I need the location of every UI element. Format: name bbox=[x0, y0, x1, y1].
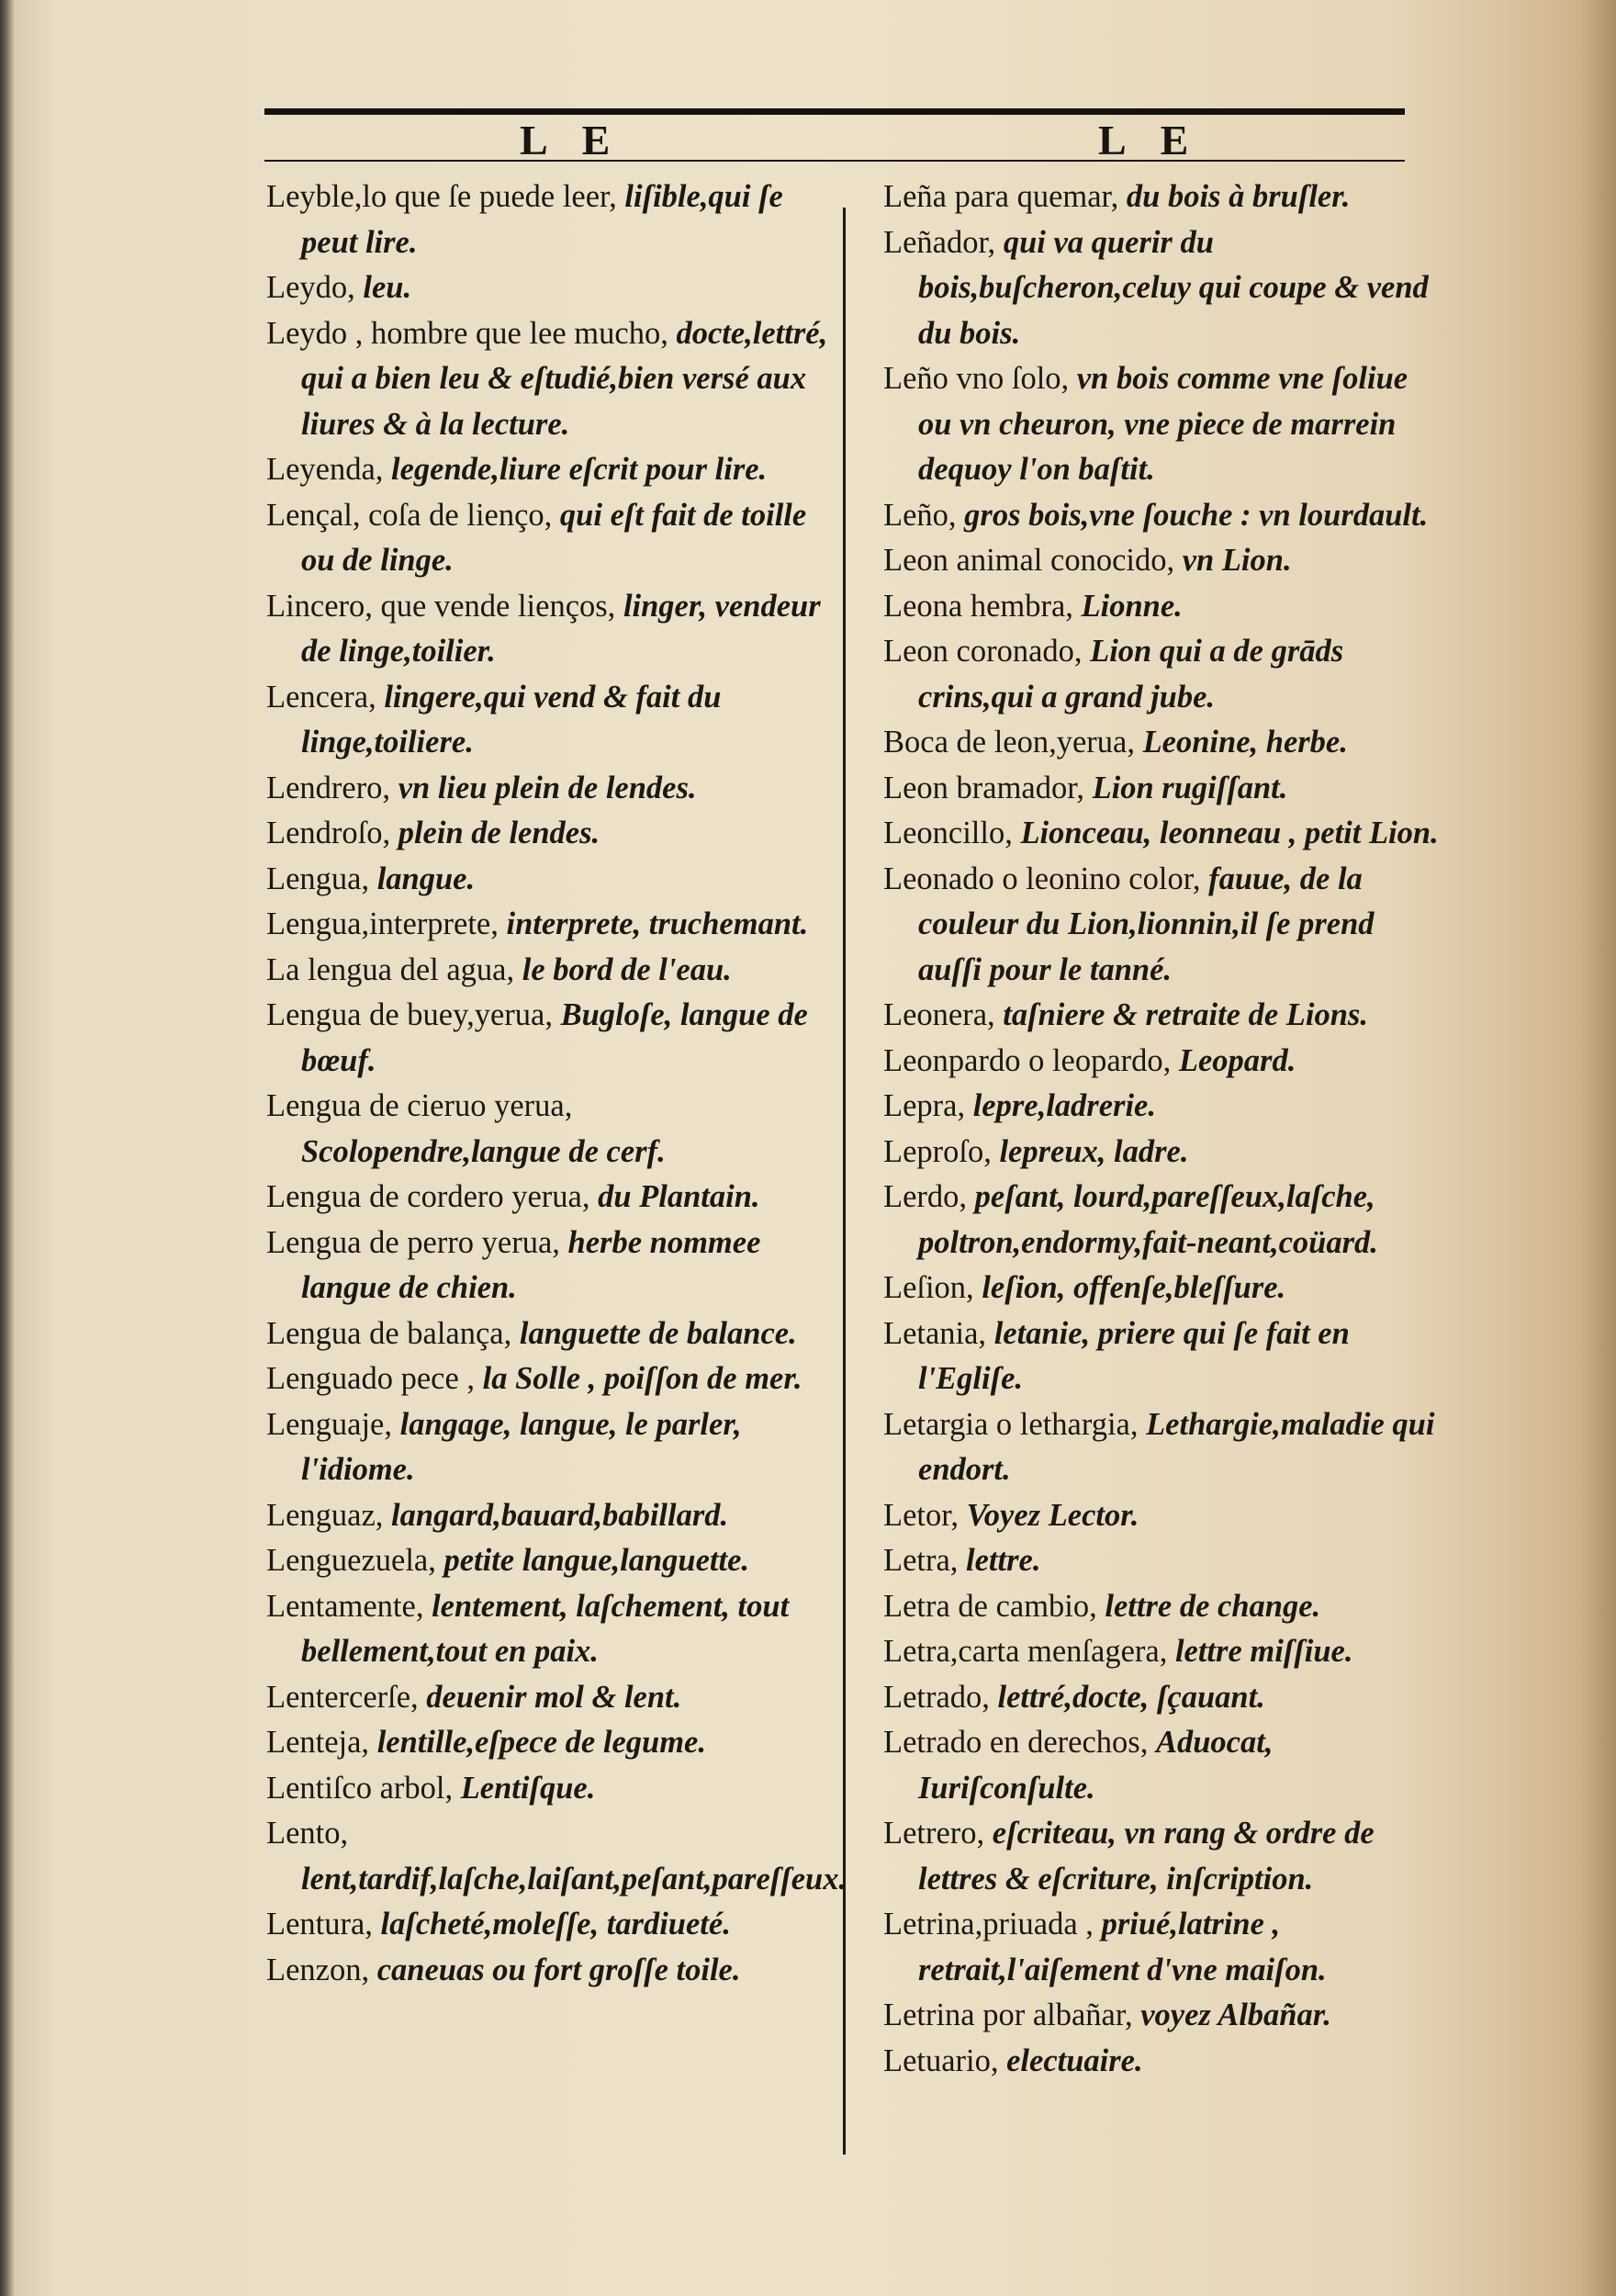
entry-headword: Lentamente, bbox=[266, 1588, 424, 1624]
entry-headword: Lenguaje, bbox=[266, 1406, 392, 1442]
running-head-left: L E bbox=[520, 117, 623, 163]
dictionary-entry bbox=[883, 1902, 1443, 1993]
dictionary-entry bbox=[883, 766, 1443, 812]
entry-headword: Leña para quemar, bbox=[883, 179, 1119, 214]
entry-headword: Lentura, bbox=[266, 1907, 373, 1941]
entry-translation: peſant, lourd,pareſſeux,laſche, poltron,endormy,fait-neant,coüard. bbox=[918, 1179, 1378, 1260]
entry-headword: Lendrero, bbox=[266, 770, 391, 805]
entry-headword: Letra de cambio, bbox=[883, 1588, 1097, 1624]
entry-headword: Letania, bbox=[883, 1315, 987, 1351]
dictionary-entry bbox=[883, 493, 1443, 539]
entry-translation: linger, vendeur de linge,toilier. bbox=[301, 588, 821, 669]
entry-headword: Leſion, bbox=[883, 1270, 974, 1305]
dictionary-entry bbox=[266, 1311, 836, 1357]
entry-headword: Letor, bbox=[883, 1497, 959, 1533]
entry-translation: laſcheté,moleſſe, tardiueté. bbox=[380, 1907, 731, 1941]
running-head-right: L E bbox=[1098, 117, 1202, 163]
entry-translation: petite langue,languette. bbox=[443, 1543, 750, 1578]
entry-headword: Lenzon, bbox=[266, 1952, 370, 1987]
entry-headword: Letra,carta menſagera, bbox=[883, 1634, 1168, 1669]
dictionary-entry bbox=[266, 1902, 836, 1948]
dictionary-entry bbox=[883, 1493, 1443, 1539]
entry-translation: Voyez Lector. bbox=[966, 1497, 1139, 1533]
entry-translation: voyez Albañar. bbox=[1140, 1998, 1331, 2032]
entry-headword: Lengua de buey,yerua, bbox=[266, 997, 553, 1032]
entry-headword: Leño vno ſolo, bbox=[883, 361, 1070, 396]
entry-headword: Leona hembra, bbox=[883, 588, 1073, 624]
entry-headword: Lenguaz, bbox=[266, 1497, 384, 1533]
entry-translation: Leopard. bbox=[1178, 1042, 1296, 1078]
entry-translation: caneuas ou fort groſſe toile. bbox=[376, 1952, 741, 1987]
dictionary-entry bbox=[266, 174, 836, 265]
entry-translation: Leonine, herbe. bbox=[1142, 725, 1348, 760]
entry-translation: langard,bauard,babillard. bbox=[391, 1497, 729, 1533]
dictionary-entry bbox=[266, 675, 836, 766]
entry-translation: lepreux, ladre. bbox=[999, 1133, 1189, 1169]
dictionary-entry bbox=[883, 220, 1443, 357]
dictionary-entry bbox=[266, 1221, 836, 1311]
dictionary-entry bbox=[266, 1084, 836, 1175]
entry-translation: gros bois,vne ſouche : vn lourdault. bbox=[964, 497, 1429, 533]
entry-headword: Leonado o leonino color, bbox=[883, 861, 1201, 896]
entry-translation: Scolopendre,langue de cerf. bbox=[301, 1133, 666, 1169]
entry-headword: Lerdo, bbox=[883, 1179, 968, 1214]
entry-translation: Lethargie,maladie qui endort. bbox=[918, 1406, 1435, 1487]
dictionary-entry bbox=[883, 1993, 1443, 2039]
header-rule-top bbox=[264, 108, 1405, 115]
entry-translation: du Plantain. bbox=[598, 1179, 760, 1214]
dictionary-entry bbox=[266, 948, 836, 994]
dictionary-entry bbox=[266, 766, 836, 812]
dictionary-entry bbox=[266, 584, 836, 675]
entry-translation: lepre,ladrerie. bbox=[972, 1088, 1156, 1123]
entry-headword: Boca de leon,yerua, bbox=[883, 725, 1135, 760]
dictionary-entry bbox=[883, 1811, 1443, 1902]
entry-headword: Leño, bbox=[883, 497, 957, 533]
entry-headword: Letra, bbox=[883, 1543, 959, 1578]
entry-headword: La lengua del agua, bbox=[266, 951, 515, 987]
dictionary-entry bbox=[266, 1766, 836, 1812]
entry-headword: Letrero, bbox=[883, 1816, 985, 1851]
dictionary-entry bbox=[266, 857, 836, 903]
entry-translation: Lentiſque. bbox=[460, 1770, 596, 1806]
entry-headword: Letrado en derechos, bbox=[883, 1725, 1149, 1760]
entry-translation: lettré,docte, ſçauant. bbox=[997, 1679, 1265, 1715]
entry-translation: leſion, offenſe,bleſſure. bbox=[982, 1270, 1286, 1305]
entry-headword: Lento, bbox=[266, 1816, 349, 1851]
entry-translation: qui eſt fait de toille ou de linge. bbox=[301, 497, 807, 578]
entry-translation: lettre. bbox=[966, 1543, 1041, 1578]
entry-headword: Letrina por albañar, bbox=[883, 1998, 1133, 2032]
right-column bbox=[883, 174, 1443, 2084]
dictionary-entry bbox=[266, 1584, 836, 1675]
entry-translation: Aduocat, Iuriſconſulte. bbox=[918, 1725, 1274, 1806]
dictionary-entry bbox=[266, 311, 836, 448]
entry-headword: Lentiſco arbol, bbox=[266, 1770, 454, 1806]
entry-translation: languette de balance. bbox=[519, 1315, 797, 1351]
dictionary-entry bbox=[883, 1175, 1443, 1266]
entry-headword: Lengua de cieruo yerua, bbox=[266, 1088, 573, 1123]
entry-translation: lentille,eſpece de legume. bbox=[376, 1725, 706, 1760]
dictionary-entry bbox=[266, 1356, 836, 1402]
entry-translation: taſniere & retraite de Lions. bbox=[1003, 997, 1368, 1032]
entry-translation: Lionne. bbox=[1081, 588, 1183, 624]
entry-headword: Leproſo, bbox=[883, 1133, 992, 1169]
entry-headword: Leyble,lo que ſe puede leer, bbox=[266, 179, 617, 214]
entry-translation: lingere,qui vend & fait du linge,toiliere. bbox=[301, 679, 722, 760]
entry-translation: vn lieu plein de lendes. bbox=[398, 770, 697, 805]
entry-translation: electuaire. bbox=[1006, 2043, 1143, 2078]
entry-translation: legende,liure eſcrit pour lire. bbox=[391, 452, 768, 487]
entry-headword: Leon bramador, bbox=[883, 770, 1084, 805]
dictionary-entry bbox=[883, 174, 1443, 220]
entry-headword: Lengua de perro yerua, bbox=[266, 1224, 560, 1260]
dictionary-entry bbox=[883, 1266, 1443, 1311]
dictionary-entry bbox=[266, 1538, 836, 1584]
entry-translation: deuenir mol & lent. bbox=[426, 1679, 682, 1715]
entry-translation: lettre miſſiue. bbox=[1174, 1634, 1353, 1669]
entry-headword: Lengua, bbox=[266, 861, 370, 896]
entry-translation: eſcriteau, vn rang & ordre de lettres & eſcriture, inſcription. bbox=[918, 1816, 1375, 1896]
entry-translation: lent,tardif,laſche,laiſant,peſant,pareſſeux. bbox=[301, 1861, 847, 1896]
column-divider bbox=[843, 208, 846, 2155]
entry-headword: Letrina,priuada , bbox=[883, 1907, 1094, 1941]
entry-translation: Lion rugiſſant. bbox=[1092, 770, 1288, 805]
entry-headword: Lengua,interprete, bbox=[266, 906, 499, 941]
entry-translation: le bord de l'eau. bbox=[522, 951, 732, 987]
entry-translation: fauue, de la couleur du Lion,lionnin,il ſe prend auſſi pour le tanné. bbox=[918, 861, 1375, 987]
dictionary-entry bbox=[883, 2039, 1443, 2085]
dictionary-entry bbox=[883, 1629, 1443, 1675]
entry-headword: Leydo , hombre que lee mucho, bbox=[266, 315, 668, 351]
dictionary-entry bbox=[883, 538, 1443, 584]
dictionary-entry bbox=[266, 493, 836, 584]
entry-headword: Leoncillo, bbox=[883, 816, 1013, 850]
entry-translation: du bois à bruſler. bbox=[1126, 179, 1351, 214]
entry-translation: vn Lion. bbox=[1182, 543, 1292, 578]
entry-translation: Lionceau, leonneau , petit Lion. bbox=[1020, 816, 1439, 850]
dictionary-entry bbox=[266, 993, 836, 1084]
entry-translation: leu. bbox=[363, 270, 412, 305]
dictionary-entry bbox=[883, 993, 1443, 1039]
entry-headword: Lengua de balança, bbox=[266, 1315, 512, 1351]
entry-headword: Leñador, bbox=[883, 224, 996, 260]
dictionary-entry bbox=[883, 1675, 1443, 1721]
entry-translation: letanie, priere qui ſe fait en l'Egliſe. bbox=[918, 1315, 1350, 1396]
entry-headword: Lepra, bbox=[883, 1088, 966, 1123]
dictionary-entry bbox=[266, 265, 836, 311]
dictionary-entry bbox=[883, 629, 1443, 720]
entry-translation: lettre de change. bbox=[1105, 1588, 1321, 1624]
entry-translation: lentement, laſchement, tout bellement,tout en paix. bbox=[301, 1588, 790, 1669]
dictionary-entry bbox=[883, 1538, 1443, 1584]
dictionary-entry bbox=[266, 1493, 836, 1539]
dictionary-entry bbox=[883, 857, 1443, 994]
dictionary-entry bbox=[883, 720, 1443, 766]
entry-headword: Lenguado pece , bbox=[266, 1361, 476, 1396]
dictionary-entry bbox=[883, 1720, 1443, 1811]
entry-headword: Lenteja, bbox=[266, 1725, 370, 1760]
dictionary-entry bbox=[883, 1311, 1443, 1402]
entry-headword: Letargia o lethargia, bbox=[883, 1406, 1139, 1442]
entry-headword: Leonera, bbox=[883, 997, 995, 1032]
entry-translation: docte,lettré, qui a bien leu & eſtudié,bien versé aux liures & à la lecture. bbox=[301, 315, 828, 442]
entry-headword: Leon animal conocido, bbox=[883, 543, 1175, 578]
dictionary-entry bbox=[266, 1948, 836, 1994]
entry-translation: vn bois comme vne ſoliue ou vn cheuron, vne piece de marrein dequoy l'on baſtit. bbox=[918, 361, 1408, 487]
entry-translation: Bugloſe, langue de bœuf. bbox=[301, 997, 808, 1078]
entry-headword: Leydo, bbox=[266, 270, 355, 305]
entry-headword: Lentercerſe, bbox=[266, 1679, 419, 1715]
dictionary-entry bbox=[883, 1039, 1443, 1085]
entry-headword: Lendroſo, bbox=[266, 816, 391, 850]
entry-headword: Lenguezuela, bbox=[266, 1543, 436, 1578]
entry-headword: Leonpardo o leopardo, bbox=[883, 1042, 1172, 1078]
entry-headword: Lengua de cordero yerua, bbox=[266, 1179, 590, 1214]
dictionary-entry bbox=[883, 1584, 1443, 1630]
entry-translation: liſible,qui ſe peut lire. bbox=[301, 179, 783, 260]
entry-headword: Lençal, coſa de lienço, bbox=[266, 497, 553, 533]
entry-translation: langage, langue, le parler, l'idiome. bbox=[301, 1406, 742, 1487]
dictionary-entry bbox=[266, 447, 836, 493]
dictionary-entry bbox=[266, 902, 836, 948]
dictionary-entry bbox=[266, 811, 836, 857]
dictionary-entry bbox=[266, 1175, 836, 1221]
entry-headword: Leon coronado, bbox=[883, 634, 1083, 669]
dictionary-entry bbox=[266, 1675, 836, 1721]
entry-translation: Lion qui a de grāds crins,qui a grand jube. bbox=[918, 634, 1344, 715]
dictionary-entry bbox=[883, 356, 1443, 493]
dictionary-entry bbox=[266, 1811, 847, 1902]
entry-translation: herbe nommee langue de chien. bbox=[301, 1224, 761, 1305]
dictionary-entry bbox=[883, 584, 1443, 630]
dictionary-entry bbox=[883, 811, 1443, 857]
entry-headword: Letrado, bbox=[883, 1679, 990, 1715]
dictionary-entry bbox=[883, 1084, 1443, 1130]
entry-headword: Lencera, bbox=[266, 679, 376, 715]
dictionary-entry bbox=[883, 1402, 1443, 1493]
header-rule-bottom bbox=[264, 160, 1405, 162]
entry-translation: la Solle , poiſſon de mer. bbox=[482, 1361, 802, 1396]
dictionary-entry bbox=[883, 1130, 1443, 1176]
dictionary-entry bbox=[266, 1402, 836, 1493]
left-column bbox=[266, 174, 847, 1993]
entry-headword: Leyenda, bbox=[266, 452, 384, 487]
dictionary-entry bbox=[266, 1720, 836, 1766]
entry-headword: Letuario, bbox=[883, 2043, 999, 2078]
entry-translation: qui va querir du bois,buſcheron,celuy qui coupe & vend du bois. bbox=[918, 224, 1429, 351]
entry-translation: langue. bbox=[376, 861, 476, 896]
entry-translation: interprete, truchemant. bbox=[506, 906, 809, 941]
entry-headword: Lincero, que vende lienços, bbox=[266, 588, 616, 624]
entry-translation: plein de lendes. bbox=[398, 816, 600, 850]
entry-translation: priué,latrine , retrait,l'aiſement d'vne maiſon. bbox=[918, 1907, 1327, 1987]
